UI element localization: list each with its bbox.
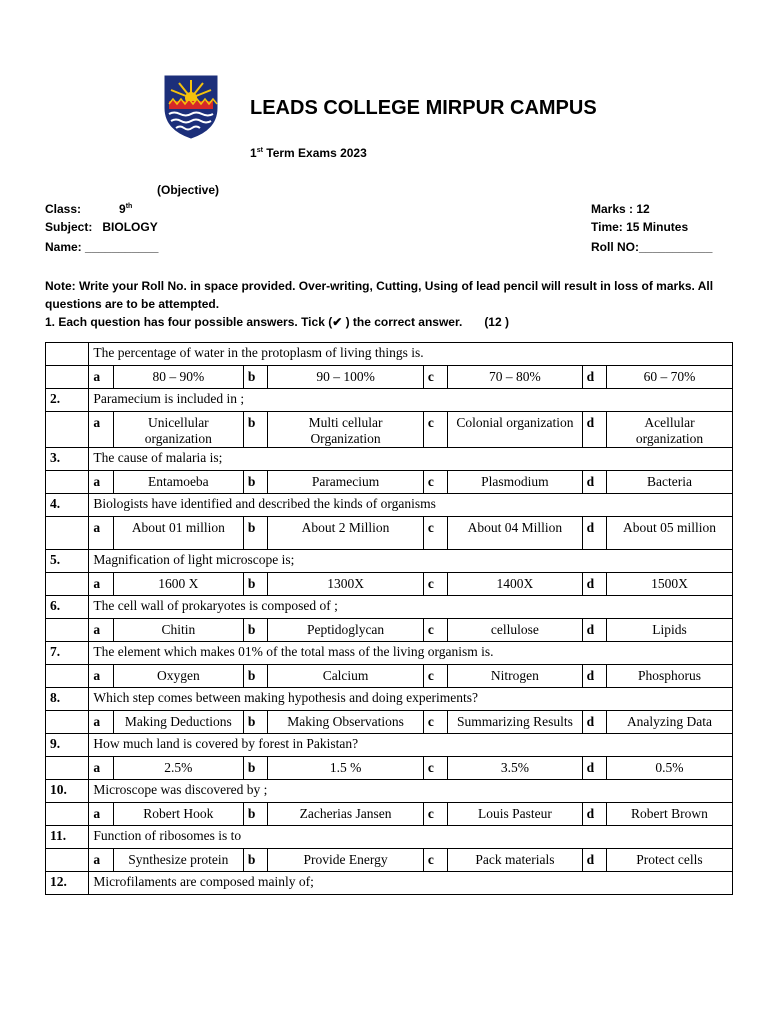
question-text: Microfilaments are composed mainly of; bbox=[89, 872, 733, 895]
option-b-cell[interactable]: 1.5 % bbox=[268, 757, 424, 780]
question-number: 3. bbox=[46, 448, 89, 471]
option-d-cell[interactable]: Phosphorus bbox=[606, 665, 732, 688]
option-c-cell[interactable]: Nitrogen bbox=[448, 665, 582, 688]
option-letter: c bbox=[423, 517, 447, 550]
time-field: Time: 15 Minutes bbox=[591, 220, 689, 234]
option-letter: a bbox=[89, 366, 113, 389]
option-c-cell[interactable]: 3.5% bbox=[448, 757, 582, 780]
question-row bbox=[46, 642, 733, 665]
roll-field: Roll NO:___________ bbox=[591, 240, 713, 254]
option-letter: c bbox=[423, 757, 447, 780]
question-text: The cause of malaria is; bbox=[89, 448, 733, 471]
option-d-cell[interactable]: Analyzing Data bbox=[606, 711, 732, 734]
question-number: 8. bbox=[46, 688, 89, 711]
options-row bbox=[46, 803, 733, 826]
college-name: LEADS COLLEGE MIRPUR CAMPUS bbox=[250, 97, 597, 119]
option-c-cell[interactable]: Louis Pasteur bbox=[448, 803, 582, 826]
option-c-cell[interactable]: Pack materials bbox=[448, 849, 582, 872]
question-instruction: 1. Each question has four possible answers. Tick (✔ ) the correct answer. (12 ) bbox=[45, 315, 509, 329]
mcq-table bbox=[45, 342, 733, 895]
question-text: Biologists have identified and described the kinds of organisms bbox=[89, 494, 733, 517]
question-number bbox=[46, 343, 89, 366]
option-letter: a bbox=[89, 573, 113, 596]
option-c-cell[interactable]: About 04 Million bbox=[448, 517, 582, 550]
option-a-cell[interactable]: Unicellular organization bbox=[113, 412, 243, 448]
question-number: 10. bbox=[46, 780, 89, 803]
question-row bbox=[46, 494, 733, 517]
question-row bbox=[46, 734, 733, 757]
option-letter: c bbox=[423, 619, 447, 642]
option-a-cell[interactable]: Oxygen bbox=[113, 665, 243, 688]
question-number: 4. bbox=[46, 494, 89, 517]
option-a-cell[interactable]: Chitin bbox=[113, 619, 243, 642]
option-letter: d bbox=[582, 366, 606, 389]
option-letter: b bbox=[243, 665, 267, 688]
option-letter: d bbox=[582, 517, 606, 550]
option-letter: a bbox=[89, 412, 113, 448]
blank-cell bbox=[46, 619, 89, 642]
blank-cell bbox=[46, 757, 89, 780]
option-letter: d bbox=[582, 849, 606, 872]
question-text: Which step comes between making hypothesis and doing experiments? bbox=[89, 688, 733, 711]
blank-cell bbox=[46, 573, 89, 596]
option-d-cell[interactable]: 60 – 70% bbox=[606, 366, 732, 389]
option-letter: b bbox=[243, 803, 267, 826]
option-b-cell[interactable]: Peptidoglycan bbox=[268, 619, 424, 642]
question-row bbox=[46, 343, 733, 366]
option-letter: d bbox=[582, 573, 606, 596]
options-row bbox=[46, 665, 733, 688]
options-row bbox=[46, 471, 733, 494]
option-letter: b bbox=[243, 573, 267, 596]
question-text: Function of ribosomes is to bbox=[89, 826, 733, 849]
options-row bbox=[46, 517, 733, 550]
options-row bbox=[46, 711, 733, 734]
option-c-cell[interactable]: cellulose bbox=[448, 619, 582, 642]
blank-cell bbox=[46, 849, 89, 872]
option-letter: a bbox=[89, 849, 113, 872]
question-number: 6. bbox=[46, 596, 89, 619]
exam-note: Note: Write your Roll No. in space provided. Over-writing, Cutting, Using of lead pencil will result in loss of marks. All questions are to be attempted. bbox=[45, 279, 714, 311]
option-letter: d bbox=[582, 757, 606, 780]
option-letter: b bbox=[243, 619, 267, 642]
option-letter: a bbox=[89, 619, 113, 642]
option-b-cell[interactable]: About 2 Million bbox=[268, 517, 424, 550]
option-d-cell[interactable]: 1500X bbox=[606, 573, 732, 596]
question-text: The percentage of water in the protoplasm of living things is. bbox=[89, 343, 733, 366]
blank-cell bbox=[46, 366, 89, 389]
option-letter: d bbox=[582, 803, 606, 826]
blank-cell bbox=[46, 803, 89, 826]
question-row bbox=[46, 448, 733, 471]
question-row bbox=[46, 596, 733, 619]
subject-field: Subject: BIOLOGY bbox=[45, 220, 158, 234]
question-row bbox=[46, 389, 733, 412]
question-row bbox=[46, 826, 733, 849]
blank-cell bbox=[46, 471, 89, 494]
option-d-cell[interactable]: Bacteria bbox=[606, 471, 732, 494]
option-c-cell[interactable]: Colonial organization bbox=[448, 412, 582, 448]
option-letter: c bbox=[423, 803, 447, 826]
blank-cell bbox=[46, 665, 89, 688]
option-letter: a bbox=[89, 517, 113, 550]
option-a-cell[interactable]: Entamoeba bbox=[113, 471, 243, 494]
option-letter: c bbox=[423, 573, 447, 596]
option-letter: d bbox=[582, 471, 606, 494]
college-logo bbox=[163, 74, 219, 140]
option-b-cell[interactable]: Calcium bbox=[268, 665, 424, 688]
options-row bbox=[46, 366, 733, 389]
option-c-cell[interactable]: Plasmodium bbox=[448, 471, 582, 494]
question-number: 12. bbox=[46, 872, 89, 895]
option-letter: b bbox=[243, 517, 267, 550]
option-letter: d bbox=[582, 665, 606, 688]
blank-cell bbox=[46, 517, 89, 550]
question-text: Magnification of light microscope is; bbox=[89, 550, 733, 573]
option-letter: b bbox=[243, 849, 267, 872]
question-text: Microscope was discovered by ; bbox=[89, 780, 733, 803]
option-a-cell[interactable]: Robert Hook bbox=[113, 803, 243, 826]
option-letter: b bbox=[243, 471, 267, 494]
question-number: 2. bbox=[46, 389, 89, 412]
option-letter: a bbox=[89, 757, 113, 780]
option-letter: c bbox=[423, 471, 447, 494]
question-row bbox=[46, 872, 733, 895]
question-row bbox=[46, 780, 733, 803]
option-b-cell[interactable]: 90 – 100% bbox=[268, 366, 424, 389]
option-letter: b bbox=[243, 412, 267, 448]
option-letter: d bbox=[582, 619, 606, 642]
option-c-cell[interactable]: 70 – 80% bbox=[448, 366, 582, 389]
option-a-cell[interactable]: 80 – 90% bbox=[113, 366, 243, 389]
option-letter: d bbox=[582, 711, 606, 734]
question-number: 7. bbox=[46, 642, 89, 665]
option-c-cell[interactable]: 1400X bbox=[448, 573, 582, 596]
option-a-cell[interactable]: About 01 million bbox=[113, 517, 243, 550]
option-letter: a bbox=[89, 803, 113, 826]
option-d-cell[interactable]: 0.5% bbox=[606, 757, 732, 780]
option-letter: c bbox=[423, 711, 447, 734]
paper-section: (Objective) bbox=[157, 183, 220, 197]
options-row bbox=[46, 849, 733, 872]
blank-cell bbox=[46, 412, 89, 448]
option-letter: c bbox=[423, 366, 447, 389]
question-number: 11. bbox=[46, 826, 89, 849]
option-letter: a bbox=[89, 471, 113, 494]
options-row bbox=[46, 412, 733, 448]
option-d-cell[interactable]: Acellular organization bbox=[606, 412, 732, 448]
option-b-cell[interactable]: Multi cellular Organization bbox=[268, 412, 424, 448]
option-b-cell[interactable]: Paramecium bbox=[268, 471, 424, 494]
question-row bbox=[46, 688, 733, 711]
question-number: 5. bbox=[46, 550, 89, 573]
class-field: Class: 9th bbox=[45, 202, 133, 216]
option-letter: a bbox=[89, 711, 113, 734]
option-d-cell[interactable]: Protect cells bbox=[606, 849, 732, 872]
question-text: The element which makes 01% of the total mass of the living organism is. bbox=[89, 642, 733, 665]
options-row bbox=[46, 757, 733, 780]
option-letter: b bbox=[243, 711, 267, 734]
question-text: The cell wall of prokaryotes is composed of ; bbox=[89, 596, 733, 619]
option-a-cell[interactable]: Making Deductions bbox=[113, 711, 243, 734]
option-letter: c bbox=[423, 665, 447, 688]
option-letter: c bbox=[423, 849, 447, 872]
name-field: Name: ___________ bbox=[45, 240, 159, 254]
option-letter: c bbox=[423, 412, 447, 448]
question-number: 9. bbox=[46, 734, 89, 757]
option-a-cell[interactable]: 2.5% bbox=[113, 757, 243, 780]
blank-cell bbox=[46, 711, 89, 734]
option-d-cell[interactable]: About 05 million bbox=[606, 517, 732, 550]
option-a-cell[interactable]: 1600 X bbox=[113, 573, 243, 596]
option-letter: a bbox=[89, 665, 113, 688]
option-b-cell[interactable]: Making Observations bbox=[268, 711, 424, 734]
exam-term: 1st Term Exams 2023 bbox=[250, 146, 367, 160]
option-letter: d bbox=[582, 412, 606, 448]
question-text: How much land is covered by forest in Pakistan? bbox=[89, 734, 733, 757]
options-row bbox=[46, 573, 733, 596]
option-letter: b bbox=[243, 366, 267, 389]
option-c-cell[interactable]: Summarizing Results bbox=[448, 711, 582, 734]
option-d-cell[interactable]: Robert Brown bbox=[606, 803, 732, 826]
option-b-cell[interactable]: Provide Energy bbox=[268, 849, 424, 872]
option-a-cell[interactable]: Synthesize protein bbox=[113, 849, 243, 872]
question-row bbox=[46, 550, 733, 573]
option-b-cell[interactable]: Zacherias Jansen bbox=[268, 803, 424, 826]
option-letter: b bbox=[243, 757, 267, 780]
option-b-cell[interactable]: 1300X bbox=[268, 573, 424, 596]
options-row bbox=[46, 619, 733, 642]
question-text: Paramecium is included in ; bbox=[89, 389, 733, 412]
marks-field: Marks : 12 bbox=[591, 202, 650, 216]
option-d-cell[interactable]: Lipids bbox=[606, 619, 732, 642]
